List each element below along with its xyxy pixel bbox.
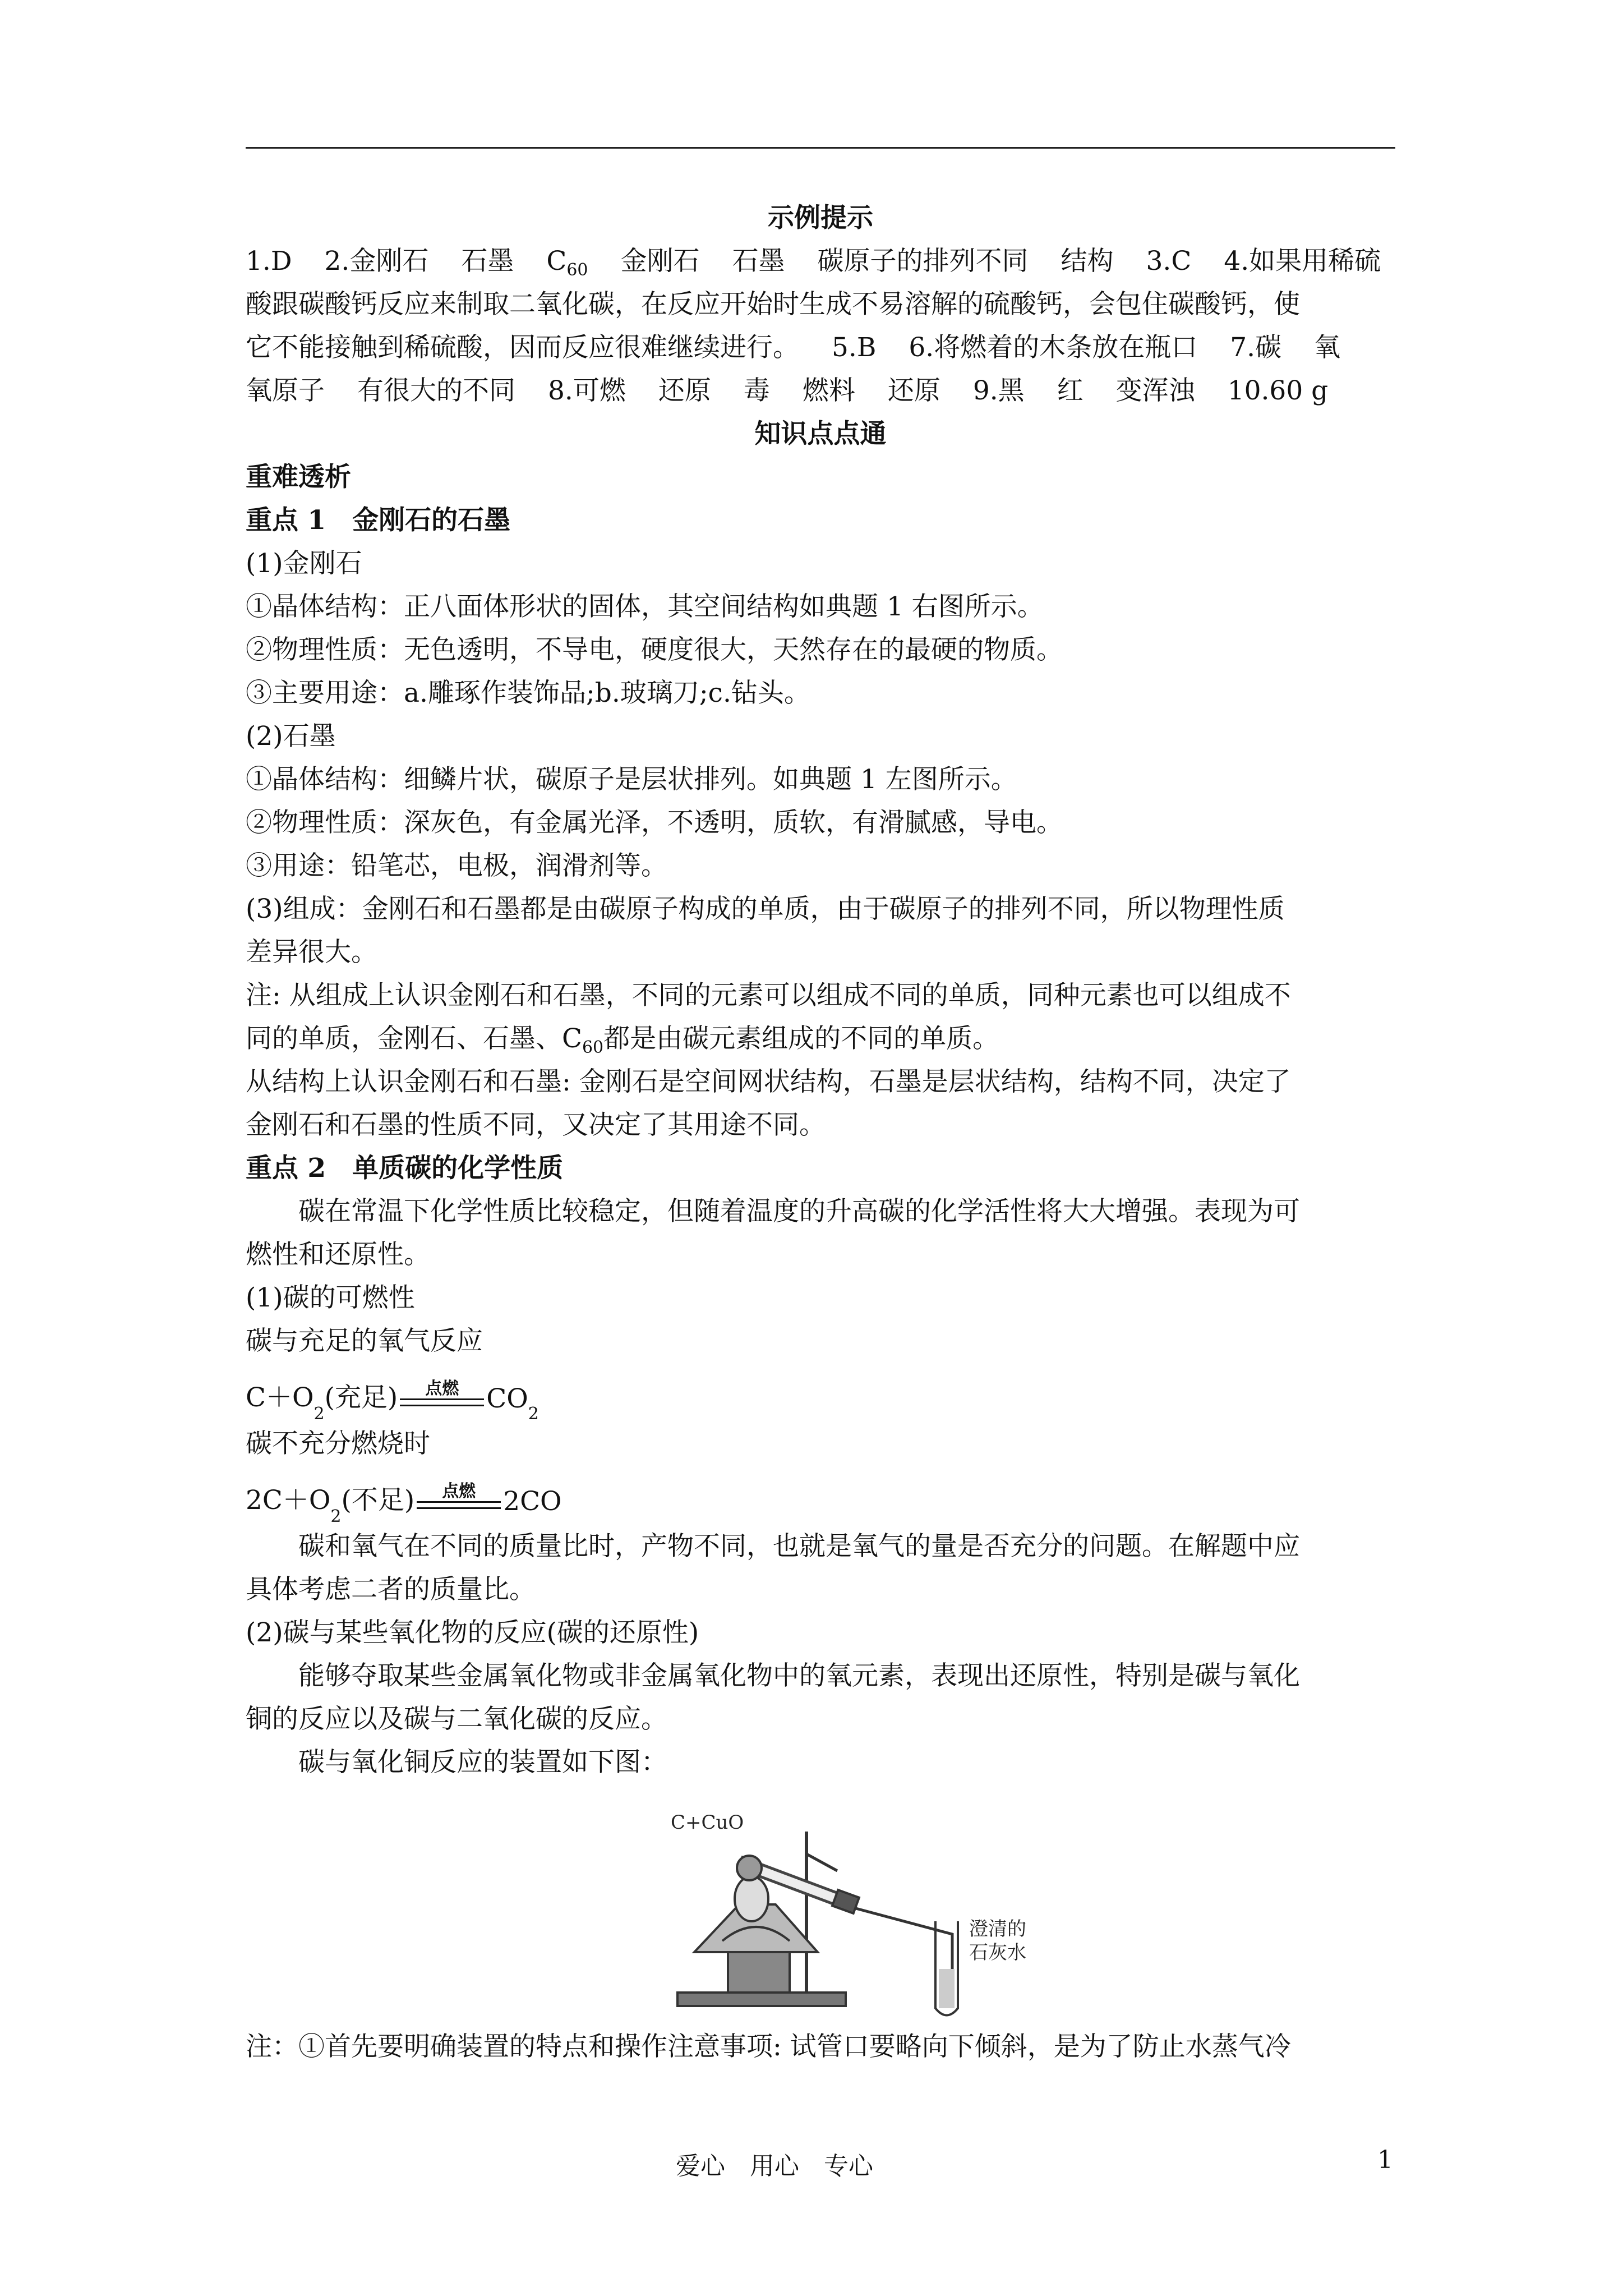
k1-line: ③主要用途：a.雕琢作装饰品;b.玻璃刀;c.钻头。 bbox=[246, 678, 810, 708]
equation-incomplete-combustion: 2C＋O 2 (不足) 点燃 2CO bbox=[246, 1465, 1395, 1525]
flame-icon bbox=[735, 1876, 768, 1921]
answer-text: 氧 bbox=[1314, 332, 1341, 363]
heading-knowledge: 知识点点通 bbox=[754, 418, 887, 449]
answer-text: 还原 bbox=[658, 375, 711, 406]
k2-paragraph: 燃性和还原性。 bbox=[246, 1239, 430, 1270]
answer-text: 石墨 bbox=[461, 246, 514, 277]
apparatus-figure bbox=[246, 1784, 1395, 2025]
k2-line: 碳与充足的氧气反应 bbox=[246, 1326, 483, 1356]
answer-text: 碳原子的排列不同 bbox=[817, 246, 1029, 277]
eq-term: C＋O bbox=[246, 1382, 314, 1413]
eq-term: CO bbox=[486, 1383, 528, 1414]
footer-text: 爱心 用心 专心 bbox=[676, 2152, 873, 2180]
key-point-2-title: 重点 2 单质碳的化学性质 bbox=[246, 1153, 564, 1184]
answer-text: 5.B bbox=[832, 332, 877, 363]
eq-term: 2C＋O bbox=[246, 1485, 331, 1516]
k1-line: ①晶体结构：细鳞片状，碳原子是层状排列。如典题 1 左图所示。 bbox=[246, 764, 1017, 795]
mixture-sample bbox=[737, 1856, 762, 1880]
answer-text: 结构 bbox=[1061, 246, 1114, 277]
equation-complete-combustion: C＋O 2 (充足) 点燃 CO 2 bbox=[246, 1363, 1395, 1422]
k1-line: ③用途：铅笔芯，电极，润滑剂等。 bbox=[246, 850, 667, 881]
answer-text: 金刚石 bbox=[620, 246, 700, 277]
k2-paragraph: 碳在常温下化学性质比较稳定，但随着温度的升高碳的化学活性将大大增强。表现为可 bbox=[298, 1196, 1300, 1227]
subscript: 60 bbox=[566, 260, 588, 280]
answer-text: 它不能接触到稀硫酸，因而反应很难继续进行。 bbox=[246, 332, 799, 363]
answer-text: 还原 bbox=[887, 375, 940, 406]
answer-text: 1.D bbox=[246, 246, 292, 277]
answer-text: 6.将燃着的木条放在瓶口 bbox=[909, 332, 1198, 363]
clamp bbox=[806, 1854, 837, 1871]
note-text: 同的单质，金刚石、石墨、C bbox=[246, 1023, 582, 1054]
answer-text: 氧原子 bbox=[246, 375, 325, 406]
answer-text: 8.可燃 bbox=[548, 375, 626, 406]
section-title: 重难透析 bbox=[246, 462, 351, 493]
document-body bbox=[246, 196, 1395, 2068]
answer-text: 石墨 bbox=[732, 246, 785, 277]
k1-line: ②物理性质：深灰色，有金属光泽，不透明，质软，有滑腻感，导电。 bbox=[246, 807, 1063, 838]
k1-line: (2)石墨 bbox=[246, 721, 336, 752]
k2-note: 注：①首先要明确装置的特点和操作注意事项: 试管口要略向下倾斜，是为了防止水蒸气冷 bbox=[246, 2031, 1291, 2062]
stand-base bbox=[677, 1993, 846, 2006]
answer-text: 毒 bbox=[743, 375, 770, 406]
page-number: 1 bbox=[1377, 2146, 1393, 2174]
answer-text: 燃料 bbox=[802, 375, 855, 406]
answer-text: 4.如果用稀硫 bbox=[1224, 246, 1381, 277]
answer-text: 3.C bbox=[1146, 246, 1192, 277]
reaction-arrow bbox=[400, 1379, 484, 1406]
answers-line-3 bbox=[246, 326, 1395, 369]
k1-line: (1)金刚石 bbox=[246, 548, 362, 579]
stopper bbox=[832, 1890, 859, 1913]
lamp-block bbox=[728, 1952, 790, 1993]
answer-text: 9.黑 bbox=[972, 375, 1025, 406]
answer-text: 有很大的不同 bbox=[357, 375, 515, 406]
eq-term: 2CO bbox=[503, 1486, 562, 1517]
k1-line: (3)组成：金刚石和石墨都是由碳原子构成的单质，由于碳原子的排列不同，所以物理性质 bbox=[246, 894, 1285, 924]
k2-paragraph: 碳与氧化铜反应的装置如下图： bbox=[298, 1747, 667, 1778]
answer-text: 变浑浊 bbox=[1115, 375, 1195, 406]
answer-text: 红 bbox=[1057, 375, 1083, 406]
k1-note-line bbox=[246, 1017, 1395, 1060]
answer-text: 10.60 g bbox=[1227, 375, 1329, 406]
k2-paragraph: 铜的反应以及碳与二氧化碳的反应。 bbox=[246, 1704, 667, 1734]
reaction-condition: 点燃 bbox=[425, 1379, 459, 1398]
answers-line-1 bbox=[246, 240, 1395, 283]
subscript: 60 bbox=[582, 1038, 604, 1057]
answer-text: C bbox=[546, 246, 567, 277]
k2-paragraph: 碳和氧气在不同的质量比时，产物不同，也就是氧气的量是否充分的问题。在解题中应 bbox=[298, 1531, 1300, 1562]
note-text: 都是由碳元素组成的不同的单质。 bbox=[603, 1023, 999, 1054]
apparatus-diagram bbox=[246, 1784, 1395, 2025]
limewater bbox=[939, 1969, 955, 2008]
header-rule bbox=[246, 147, 1395, 149]
k1-note-line: 从结构上认识金刚石和石墨: 金刚石是空间网状结构，石墨是层状结构，结构不同，决定了 bbox=[246, 1066, 1291, 1097]
k2-paragraph: 具体考虑二者的质量比。 bbox=[246, 1574, 536, 1605]
k2-paragraph: 能够夺取某些金属氧化物或非金属氧化物中的氧元素，表现出还原性，特别是碳与氧化 bbox=[298, 1660, 1300, 1691]
equals-sign-icon bbox=[400, 1398, 484, 1406]
delivery-tube bbox=[856, 1908, 952, 2004]
k1-line: 差异很大。 bbox=[246, 937, 377, 968]
answers-line-2: 酸跟碳酸钙反应来制取二氧化碳，在反应开始时生成不易溶解的硫酸钙，会包住碳酸钙，使 bbox=[246, 289, 1300, 320]
reaction-condition: 点燃 bbox=[442, 1481, 476, 1501]
k1-line: ①晶体结构：正八面体形状的固体，其空间结构如典题 1 右图所示。 bbox=[246, 591, 1044, 622]
k1-line: ②物理性质：无色透明，不导电，硬度很大，天然存在的最硬的物质。 bbox=[246, 634, 1063, 665]
answers-line-4 bbox=[246, 369, 1395, 412]
k1-note-line: 金刚石和石墨的性质不同，又决定了其用途不同。 bbox=[246, 1110, 826, 1140]
equals-sign-icon bbox=[417, 1501, 501, 1509]
k2-line: 碳不充分燃烧时 bbox=[246, 1428, 430, 1459]
heading-answers: 示例提示 bbox=[768, 203, 873, 233]
k1-line: 注: 从组成上认识金刚石和石墨，不同的元素可以组成不同的单质，同种元素也可以组成不 bbox=[246, 980, 1291, 1011]
answer-text: 7.碳 bbox=[1230, 332, 1282, 363]
answer-text: 2.金刚石 bbox=[324, 246, 429, 277]
k2-subheading: (2)碳与某些氧化物的反应(碳的还原性) bbox=[246, 1617, 699, 1648]
figure-label: 石灰水 bbox=[969, 1941, 1026, 1964]
eq-term: (充足) bbox=[324, 1382, 398, 1413]
figure-label: 澄清的 bbox=[969, 1918, 1026, 1940]
reaction-arrow bbox=[417, 1482, 501, 1509]
eq-term: (不足) bbox=[341, 1485, 415, 1516]
k2-subheading: (1)碳的可燃性 bbox=[246, 1282, 415, 1313]
key-point-1-title: 重点 1 金刚石的石墨 bbox=[246, 505, 511, 536]
figure-label: C+CuO bbox=[671, 1811, 744, 1834]
